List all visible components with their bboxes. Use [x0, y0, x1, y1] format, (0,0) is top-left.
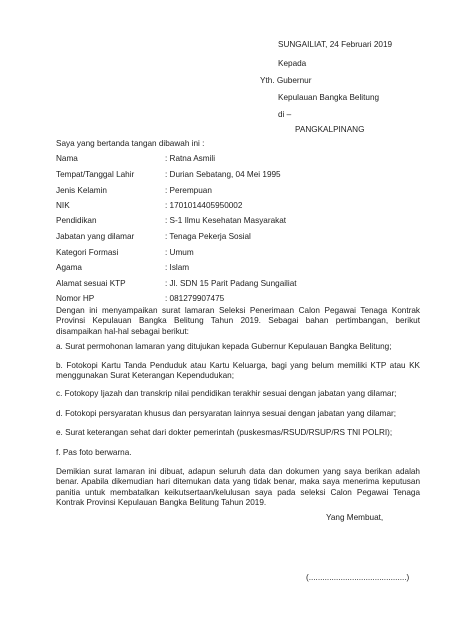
attachment-item-b: b. Fotokopi Kartu Tanda Penduduk atau Kartu Keluarga, bagi yang belum memiliki KTP atau KK menggunakan Surat Keterangan Kependudukan; — [56, 361, 420, 381]
field-value-phone: : 081279907475 — [165, 294, 225, 303]
field-label-category: Kategori Formasi — [56, 248, 119, 257]
field-label-education: Pendidikan — [56, 216, 97, 225]
field-value-education: : S-1 Ilmu Kesehatan Masyarakat — [165, 216, 287, 225]
attachment-item-a: a. Surat permohonan lamaran yang ditujukan kepada Gubernur Kepulauan Bangka Belitung; — [56, 342, 392, 351]
field-label-nik: NIK — [56, 201, 70, 210]
field-value-position: : Tenaga Pekerja Sosial — [165, 232, 251, 241]
kepada-label: Kepada — [278, 59, 307, 68]
field-value-religion: : Islam — [165, 263, 190, 272]
field-label-nama: Nama — [56, 154, 78, 163]
addressee-region: Kepulauan Bangka Belitung — [278, 93, 380, 102]
field-label-religion: Agama — [56, 263, 82, 272]
closing-paragraph: Demikian surat lamaran ini dibuat, adapun seluruh data dan dokumen yang saya berikan adalah benar. Apabila dikemudian hari ditemukan data yang tidak benar, maka saya menerima keputusan panitia untuk membatalkan keikutsertaan/kelulusan saya pada seleksi Calon Pegawai Tenaga Kontrak Provinsi Kepulauan Bangka Belitung Tahun 2019. — [56, 467, 420, 508]
field-value-nik: : 1701014405950002 — [165, 201, 243, 210]
place-date: SUNGAILIAT, 24 Februari 2019 — [278, 40, 393, 49]
field-value-ttl: : Durian Sebatang, 04 Mei 1995 — [165, 170, 281, 179]
signature-placeholder: (...........................................) — [306, 573, 410, 582]
signature-label: Yang Membuat, — [326, 513, 384, 522]
addressee-city: PANGKALPINANG — [295, 125, 365, 134]
attachment-item-e: e. Surat keterangan sehat dari dokter pemerintah (puskesmas/RSUD/RSUP/RS TNI POLRI); — [56, 428, 393, 437]
attachment-item-f: f. Pas foto berwarna. — [56, 448, 132, 457]
field-label-position: Jabatan yang dilamar — [56, 232, 135, 241]
field-label-gender: Jenis Kelamin — [56, 186, 107, 195]
addressee-title: Yth. Gubernur — [260, 76, 312, 85]
field-label-phone: Nomor HP — [56, 294, 95, 303]
addressee-di: di – — [278, 110, 292, 119]
field-value-address: : Jl. SDN 15 Parit Padang Sungailiat — [165, 279, 297, 288]
attachment-item-c: c. Fotokopy Ijazah dan transkrip nilai pendidikan terakhir sesuai dengan jabatan yang dilamar; — [56, 389, 397, 398]
statement-paragraph: Dengan ini menyampaikan surat lamaran Seleksi Penerimaan Calon Pegawai Tenaga Kontrak Provinsi Kepulauan Bangka Belitung Tahun 2019. Sebagai bahan pertimbangan, berikut disampaikan hal-hal sebagai berikut: — [56, 306, 420, 336]
field-label-ttl: Tempat/Tanggal Lahir — [56, 170, 135, 179]
field-value-category: : Umum — [165, 248, 194, 257]
field-label-address: Alamat sesuai KTP — [56, 279, 126, 288]
intro-line: Saya yang bertanda tangan dibawah ini : — [56, 139, 205, 148]
field-value-nama: : Ratna Asmili — [165, 154, 216, 163]
attachment-item-d: d. Fotokopi persyaratan khusus dan persyaratan lainnya sesuai dengan jabatan yang dilamar; — [56, 409, 396, 418]
field-value-gender: : Perempuan — [165, 186, 212, 195]
